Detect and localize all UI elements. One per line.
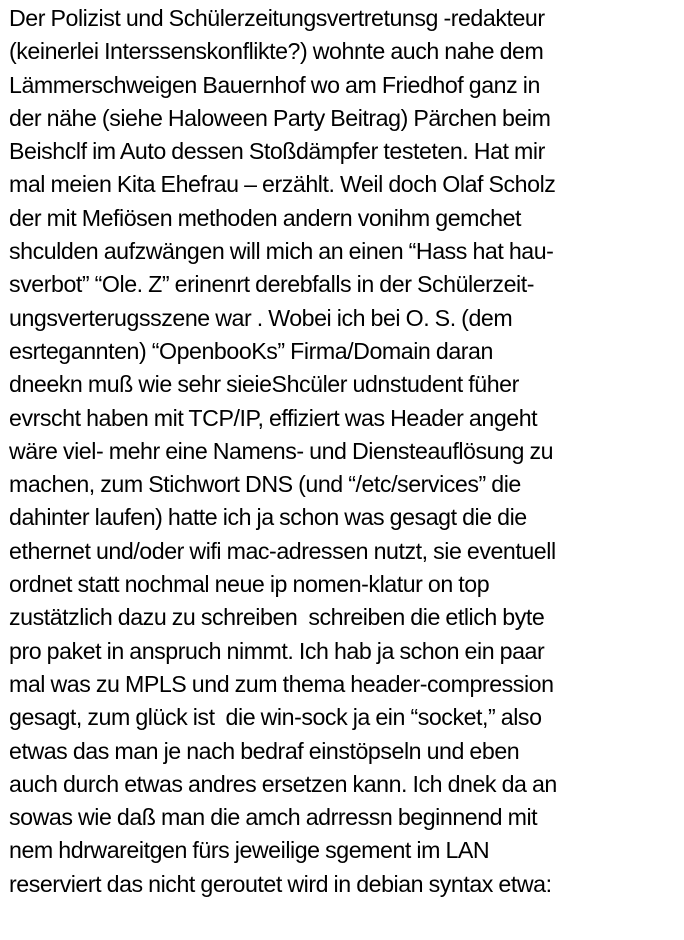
text-line: ungsverterugsszene war . Wobei ich bei O. S. (dem <box>9 304 513 331</box>
text-line: gesagt, zum glück ist die win-sock ja ein “socket,” also <box>9 704 542 731</box>
text-line: esrtegannten) “OpenbooKs” Firma/Domain daran <box>9 337 493 364</box>
text-line: ordnet statt nochmal neue ip nomen-klatur on top <box>9 571 490 598</box>
text-line: nem hdrwareitgen fürs jeweilige sgement im LAN <box>9 837 490 864</box>
text-line: Beishclf im Auto dessen Stoßdämpfer testeten. Hat mir <box>9 138 545 165</box>
text-line: ethernet und/oder wifi mac-adressen nutzt, sie eventuell <box>9 537 556 564</box>
text-line: etwas das man je nach bedraf einstöpseln und eben <box>9 737 520 764</box>
text-line: mal meien Kita Ehefrau – erzählt. Weil doch Olaf Scholz <box>9 171 556 198</box>
text-line: sverbot” “Ole. Z” erinenrt derebfalls in der Schülerzeit- <box>9 271 534 298</box>
text-line: Der Polizist und Schülerzeitungsvertretunsg -redakteur <box>9 5 545 31</box>
text-line: machen, zum Stichwort DNS (und “/etc/services” die <box>9 471 521 498</box>
text-line: shculden aufzwängen will mich an einen “Hass hat hau- <box>9 238 554 265</box>
text-line: reserviert das nicht geroutet wird in debian syntax etwa: <box>9 870 552 897</box>
document-page <box>9 2 681 938</box>
text-line: dneekn muß wie sehr sieieShcüler udnstudent füher <box>9 371 519 398</box>
text-line: evrscht haben mit TCP/IP, effiziert was Header angeht <box>9 404 538 431</box>
text-line: auch durch etwas andres ersetzen kann. Ich dnek da an <box>9 770 557 797</box>
text-line: wäre viel- mehr eine Namens- und Diensteauflösung zu <box>9 437 554 464</box>
text-line: zustätzlich dazu zu schreiben schreiben die etlich byte <box>9 604 545 631</box>
text-line: der mit Mefiösen methoden andern vonihm gemchet <box>9 204 522 231</box>
text-line: Lämmerschweigen Bauernhof wo am Friedhof ganz in <box>9 71 540 98</box>
text-line: mal was zu MPLS und zum thema header-compression <box>9 670 554 697</box>
text-line: sowas wie daß man die amch adrressn beginnend mit <box>9 804 538 831</box>
text-line: dahinter laufen) hatte ich ja schon was gesagt die die <box>9 504 527 531</box>
text-line: der nähe (siehe Haloween Party Beitrag) Pärchen beim <box>9 104 551 131</box>
text-line: pro paket in anspruch nimmt. Ich hab ja schon ein paar <box>9 637 545 664</box>
text-line: (keinerlei Interssenskonflikte?) wohnte auch nahe dem <box>9 38 544 65</box>
